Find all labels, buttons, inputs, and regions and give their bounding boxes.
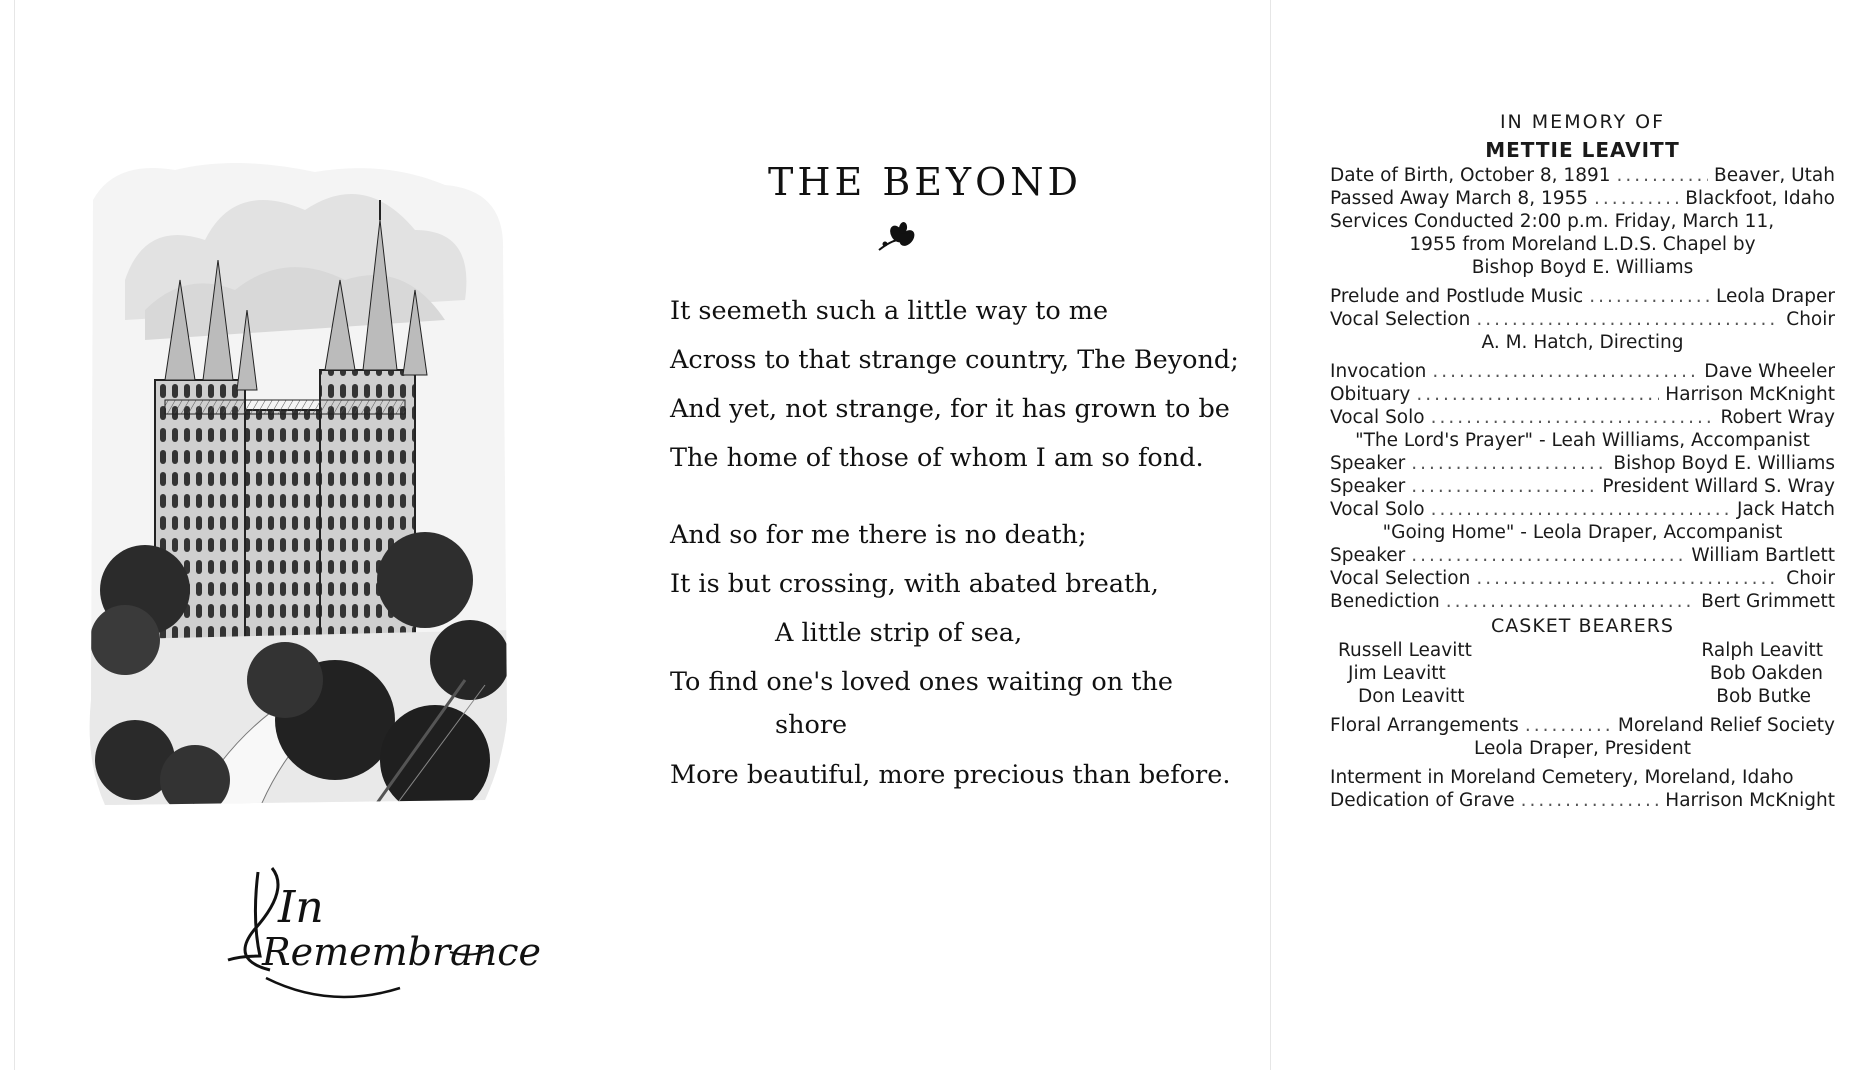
poem-line-1: It seemeth such a little way to me [670, 296, 1109, 326]
temple-illustration [85, 160, 510, 820]
poem-line-10: More beautiful, more precious than before. [670, 760, 1231, 790]
casket-bearers-heading: CASKET BEARERS [1491, 615, 1674, 637]
poem-line-9: shore [775, 710, 848, 740]
funeral-program [1330, 108, 1835, 812]
leader-dots [1521, 789, 1660, 812]
floral-label: Floral Arrangements [1330, 715, 1519, 736]
leader-dots [1476, 567, 1780, 590]
leader-dots [1411, 475, 1596, 498]
leader-dots [1617, 164, 1709, 187]
bearer-name: Don Leavitt [1358, 686, 1465, 707]
leader-dots [1431, 406, 1715, 429]
cover-panel [0, 0, 620, 1070]
program-item [1330, 475, 1835, 498]
bearers-row [1330, 685, 1835, 708]
death-label: Passed Away March 8, 1955 [1330, 188, 1589, 209]
item-subline: A. M. Hatch, Directing [1481, 332, 1684, 353]
dedication-value: Harrison McKnight [1665, 790, 1835, 811]
item-value: Choir [1786, 309, 1835, 330]
program-item [1330, 544, 1835, 567]
item-label: Vocal Solo [1330, 499, 1425, 520]
item-value: Bert Grimmett [1701, 591, 1835, 612]
bearer-name: Russell Leavitt [1338, 640, 1472, 661]
item-label: Vocal Solo [1330, 407, 1425, 428]
program-item [1330, 567, 1835, 590]
birth-place: Beaver, Utah [1714, 165, 1835, 186]
program-item [1330, 308, 1835, 331]
item-label: Benediction [1330, 591, 1440, 612]
leader-dots [1594, 187, 1679, 210]
birth-row [1330, 164, 1835, 187]
item-label: Prelude and Postlude Music [1330, 286, 1584, 307]
poem-line-5: And so for me there is no death; [670, 520, 1087, 550]
leader-dots [1446, 590, 1695, 613]
floral-value: Moreland Relief Society [1617, 715, 1835, 736]
leader-dots [1431, 498, 1731, 521]
leader-dots [1589, 285, 1710, 308]
leader-dots [1432, 360, 1698, 383]
services-line-3: Bishop Boyd E. Williams [1471, 257, 1694, 278]
item-label: Speaker [1330, 476, 1406, 497]
memory-heading: IN MEMORY OF [1499, 111, 1666, 133]
interment-line: Interment in Moreland Cemetery, Moreland, Idaho [1330, 767, 1794, 788]
item-value: President Willard S. Wray [1602, 476, 1835, 497]
leader-dots [1411, 544, 1685, 567]
dedication-row [1330, 789, 1835, 812]
script-remembrance: Remembrance [262, 930, 542, 974]
item-subline: "The Lord's Prayer" - Leah Williams, Accompanist [1355, 430, 1810, 451]
death-row [1330, 187, 1835, 210]
item-value: Bishop Boyd E. Williams [1613, 453, 1835, 474]
poem-line-2: Across to that strange country, The Beyond; [670, 345, 1239, 375]
item-value: Dave Wheeler [1704, 361, 1835, 382]
birth-label: Date of Birth, October 8, 1891 [1330, 165, 1611, 186]
poem-line-3: And yet, not strange, for it has grown to be [670, 394, 1230, 424]
item-value: Harrison McKnight [1665, 384, 1835, 405]
item-label: Speaker [1330, 453, 1406, 474]
item-label: Obituary [1330, 384, 1411, 405]
item-value: Leola Draper [1716, 286, 1835, 307]
item-label: Vocal Selection [1330, 309, 1471, 330]
item-value: Jack Hatch [1737, 499, 1835, 520]
leader-dots [1476, 308, 1780, 331]
item-value: William Bartlett [1691, 545, 1835, 566]
floral-subline: Leola Draper, President [1473, 738, 1691, 759]
item-subline: "Going Home" - Leola Draper, Accompanist [1382, 522, 1783, 543]
bearer-name: Ralph Leavitt [1701, 640, 1823, 661]
services-line-2: 1955 from Moreland L.D.S. Chapel by [1409, 234, 1756, 255]
leader-dots [1416, 383, 1659, 406]
program-item [1330, 452, 1835, 475]
item-label: Invocation [1330, 361, 1427, 382]
program-item [1330, 498, 1835, 521]
bearer-name: Jim Leavitt [1348, 663, 1446, 684]
dedication-label: Dedication of Grave [1330, 790, 1515, 811]
program-item [1330, 360, 1835, 383]
program-panel [1270, 0, 1860, 1070]
bearer-name: Bob Butke [1716, 686, 1811, 707]
leader-dots [1525, 714, 1612, 737]
bearers-row [1330, 662, 1835, 685]
poem-panel [620, 0, 1270, 1070]
script-in: In [278, 882, 324, 933]
leader-dots [1411, 452, 1607, 475]
in-remembrance-script [210, 860, 540, 1030]
poem-line-7: A little strip of sea, [775, 618, 1023, 648]
floral-row [1330, 714, 1835, 737]
leaf-ornament-icon [875, 222, 921, 256]
services-line-1: Services Conducted 2:00 p.m. Friday, March 11, [1330, 211, 1775, 232]
program-item [1330, 590, 1835, 613]
program-item [1330, 406, 1835, 429]
item-label: Vocal Selection [1330, 568, 1471, 589]
item-label: Speaker [1330, 545, 1406, 566]
poem-line-8: To find one's loved ones waiting on the [670, 667, 1173, 697]
item-value: Robert Wray [1720, 407, 1835, 428]
deceased-name: METTIE LEAVITT [1485, 138, 1680, 162]
poem-line-4: The home of those of whom I am so fond. [670, 443, 1204, 473]
program-item [1330, 285, 1835, 308]
poem-title: THE BEYOND [768, 160, 1082, 204]
item-value: Choir [1786, 568, 1835, 589]
poem-line-6: It is but crossing, with abated breath, [670, 569, 1159, 599]
death-place: Blackfoot, Idaho [1685, 188, 1835, 209]
bearer-name: Bob Oakden [1709, 663, 1823, 684]
program-item [1330, 383, 1835, 406]
bearers-row [1330, 639, 1835, 662]
